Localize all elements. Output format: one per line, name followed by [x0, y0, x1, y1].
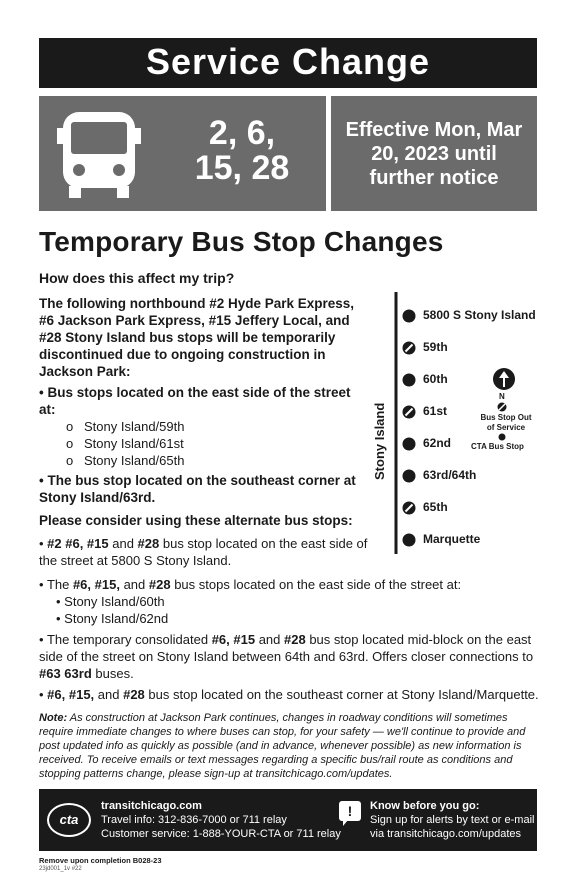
note-text: Note: As construction at Jackson Park continues, changes in roadway conditions will sometimes require immediate changes to where buses can stop, for your safety — we'll continue to provide and post updated info as quickly as possible (and in advance, whenever possible) as new information is received. To receive emails or text messages regarding a specific bus/rail route as conditions and stopping patterns change, please sign-up at transitchicago.com/updates. — [39, 712, 526, 780]
out-of-service-stop-icon — [402, 405, 416, 419]
street-label: Stony Island — [372, 402, 387, 480]
cta-stop-icon — [498, 433, 506, 441]
routes-line-1: 2, 6, — [208, 114, 276, 152]
routes-panel — [39, 96, 326, 211]
alternate-stop-3: • The temporary consolidated #6, #15 and #28 bus stop located mid-block on the east side of the street on Stony Island between 64th and 63rd. Offers closer connections to #63 63rd buses. — [39, 632, 534, 681]
stop-label: 59th — [423, 340, 448, 354]
stop-label: 63rd/64th — [423, 468, 477, 482]
bus-stop-icon — [402, 309, 416, 323]
alert-icon: ! — [339, 801, 361, 821]
page-heading: Temporary Bus Stop Changes — [39, 226, 444, 257]
question-heading: How does this affect my trip? — [39, 270, 235, 286]
sub-item: o Stony Island/65th — [66, 453, 185, 468]
stop-label: 62nd — [423, 436, 452, 450]
legend-cta-stop: CTA Bus Stop — [471, 442, 524, 451]
alternate-stop-4: • #6, #15, and #28 bus stop located on the southeast corner at Stony Island/Marquette. — [39, 687, 539, 702]
legend-out-of-service: Bus Stop Out of Service — [480, 413, 532, 432]
bullet-southeast-corner: • The bus stop located on the southeast corner at Stony Island/63rd. — [39, 473, 356, 505]
bus-stop-icon — [402, 437, 416, 451]
out-of-service-stop-icon — [402, 341, 416, 355]
sub-item: o Stony Island/61st — [66, 436, 184, 451]
sub-item: o Stony Island/59th — [66, 419, 185, 434]
stop-label: 60th — [423, 372, 448, 386]
alternate-stop-1: • #2 #6, #15 and #28 bus stop located on the east side of the street at 5800 S Stony Island. — [39, 536, 368, 568]
effective-date-panel — [331, 96, 537, 211]
stop-label: 61st — [423, 404, 448, 418]
stop-label: 65th — [423, 500, 448, 514]
out-of-service-icon — [497, 402, 507, 412]
contact-info: transitchicago.com Travel info: 312-836-7000 or 711 relay Customer service: 1-888-YOUR-CTA or 711 relay — [101, 800, 341, 840]
stop-label: 5800 S Stony Island — [423, 308, 536, 322]
intro-text: The following northbound #2 Hyde Park Express, #6 Jackson Park Express, #15 Jeffery Local, and #28 Stony Island bus stops will be temporarily discontinued due to ongoing construction in Jackson Park: — [39, 296, 355, 379]
bus-stop-icon — [402, 373, 416, 387]
north-arrow-icon — [492, 367, 516, 391]
remove-notice: Remove upon completion B028-23 — [39, 856, 162, 865]
service-change-banner: Service Change — [39, 38, 537, 88]
alternate-stop-2: • The #6, #15, and #28 bus stops located on the east side of the street at: — [39, 577, 462, 592]
website-link[interactable]: transitchicago.com — [101, 800, 202, 812]
alternate-heading: Please consider using these alternate bus stops: — [39, 513, 353, 528]
footer-bar — [39, 789, 537, 851]
bus-stop-icon — [402, 469, 416, 483]
route-numbers — [167, 116, 317, 186]
sub-item: • Stony Island/60th — [56, 594, 165, 609]
north-label: N — [499, 392, 505, 401]
bus-icon — [53, 108, 145, 200]
routes-line-2: 15, 28 — [194, 149, 290, 187]
cta-logo: cta — [47, 803, 91, 837]
sub-item: • Stony Island/62nd — [56, 611, 169, 626]
print-code: 23jd001_1v #22 — [39, 866, 82, 872]
bus-stop-icon — [402, 533, 416, 547]
alerts-info: Know before you go: Sign up for alerts by text or e-mail via transitchicago.com/updates — [370, 800, 535, 840]
stop-label: Marquette — [423, 532, 481, 546]
out-of-service-stop-icon — [402, 501, 416, 515]
effective-date: Effective Mon, Mar 20, 2023 until further notice — [345, 118, 523, 189]
bullet-east-side: • Bus stops located on the east side of the street at: — [39, 385, 351, 417]
